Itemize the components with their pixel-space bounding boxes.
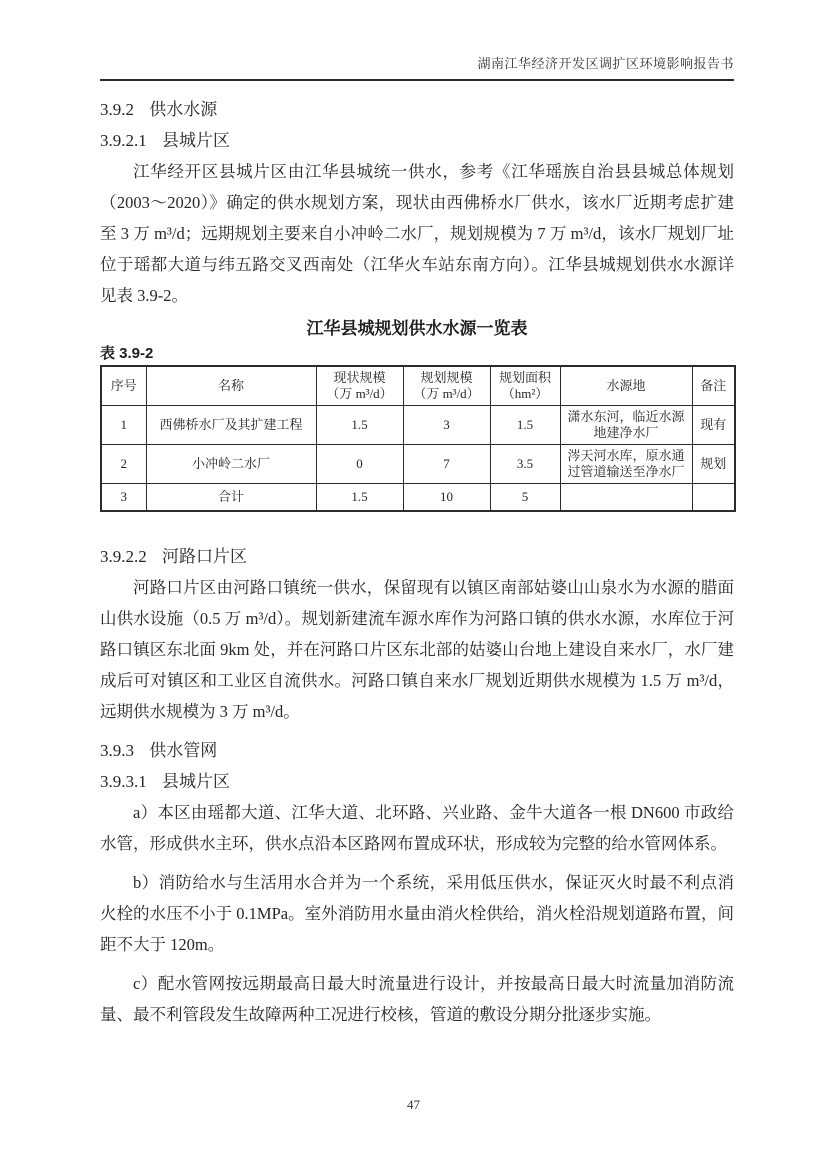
column-header-planned-area: 规划面积 （hm²）: [490, 366, 560, 406]
heading-title: 县城片区: [162, 131, 231, 150]
paragraph-heluokou-water-source: 河路口片区由河路口镇统一供水，保留现有以镇区南部姑婆山山泉水为水源的腊面山供水设施（0.5 万 m³/d）。规划新建流车源水库作为河路口镇的供水水源，水库位于河路口镇区东北面 9km 处，并在河路口片区东北部的姑婆山台地上建设自来水厂，水厂建成后可对镇区和工业区自流供水。河路口镇自来水厂规划近期供水规模为 1.5 万 m³/d，远期供水规模为 3 万 m³/d。: [100, 577, 734, 721]
table-row-xiaochongling: [101, 445, 735, 484]
table-cell: 10: [403, 484, 490, 511]
table-cell: 1.5: [490, 406, 560, 445]
table-cell: [560, 484, 692, 511]
table-cell: 3.5: [490, 445, 560, 484]
heading-title: 供水管网: [149, 740, 218, 760]
heading-number: 3.9.3.1: [100, 771, 147, 791]
table-cell: 合计: [146, 484, 316, 511]
table-cell: 5: [490, 484, 560, 511]
column-header-note: 备注: [692, 366, 735, 406]
table-cell: 西佛桥水厂及其扩建工程: [146, 406, 316, 445]
column-header-current-scale: 现状规模 （万 m³/d）: [316, 366, 403, 406]
table-caption: 江华县城规划供水水源一览表: [306, 319, 528, 338]
table-cell: 规划: [692, 445, 735, 484]
column-header-planned-scale: 规划规模 （万 m³/d）: [403, 366, 490, 406]
column-header-unit: （hm²）: [501, 386, 549, 401]
heading-3-9-3-1: [100, 766, 734, 797]
table-cell: 潇水东河，临近水源地建净水厂: [560, 406, 692, 445]
heading-number: 3.9.2.1: [100, 131, 147, 150]
table-header-row: [101, 366, 735, 406]
table-row-xifoqiao: [101, 406, 735, 445]
heading-title: 供水水源: [149, 100, 218, 119]
table-cell: 1.5: [316, 484, 403, 511]
table-cell: 3: [403, 406, 490, 445]
table-cell: 0: [316, 445, 403, 484]
page-footer: [0, 1097, 827, 1113]
table-cell: 2: [101, 445, 146, 484]
table-cell: 现有: [692, 406, 735, 445]
heading-title: 县城片区: [162, 771, 231, 791]
column-header-unit: （万 m³/d）: [326, 386, 393, 401]
water-source-table: [100, 365, 736, 512]
table-cell: 7: [403, 445, 490, 484]
running-header-title: 湖南江华经济开发区调扩区环境影响报告书: [477, 56, 734, 71]
heading-3-9-2: [100, 94, 734, 125]
column-header-water-source: 水源地: [560, 366, 692, 406]
heading-number: 3.9.2: [100, 100, 134, 119]
heading-number: 3.9.3: [100, 740, 134, 760]
heading-3-9-3: [100, 735, 734, 766]
table-cell: [692, 484, 735, 511]
column-header-unit: （万 m³/d）: [413, 386, 480, 401]
paragraph-pipe-network-c: c）配水管网按远期最高日最大时流量进行设计，并按最高日最大时流量加消防流量、最不利管段发生故障两种工况进行校核，管道的敷设分期分批逐步实施。: [100, 973, 734, 1024]
table-cell: 小冲岭二水厂: [146, 445, 316, 484]
table-row-total: [101, 484, 735, 511]
table-cell: 3: [101, 484, 146, 511]
column-header-seq: 序号: [101, 366, 146, 406]
paragraph-pipe-network-b: b）消防给水与生活用水合并为一个系统，采用低压供水，保证灭火时最不利点消火栓的水压不小于 0.1MPa。室外消防用水量由消火栓供给，消火栓沿规划道路布置，间距不大于 120m。: [100, 872, 734, 954]
column-header-name: 名称: [146, 366, 316, 406]
paragraph-pipe-network-a: a）本区由瑶都大道、江华大道、北环路、兴业路、金牛大道各一根 DN600 市政给水管，形成供水主环，供水点沿本区路网布置成环状，形成较为完整的给水管网体系。: [100, 802, 734, 853]
table-cell: 1.5: [316, 406, 403, 445]
table-cell: 涔天河水库，原水通过管道输送至净水厂: [560, 445, 692, 484]
heading-number: 3.9.2.2: [100, 546, 147, 566]
running-header: [100, 56, 734, 81]
heading-3-9-2-2: [100, 541, 734, 572]
heading-3-9-2-1: [100, 125, 734, 156]
table-label: 表 3.9-2: [100, 345, 154, 362]
heading-title: 河路口片区: [162, 546, 248, 566]
page-number: 47: [407, 1097, 420, 1112]
paragraph-county-water-source: 江华经开区县城片区由江华县城统一供水，参考《江华瑶族自治县县城总体规划（2003～2020）》确定的供水规划方案，现状由西佛桥水厂供水，该水厂近期考虑扩建至 3 万 m³/d；远期规划主要来自小冲岭二水厂，规划规模为 7 万 m³/d，该水厂规划厂址位于瑶都大道与纬五路交叉西南处（江华火车站东南方向）。江华县城规划供水水源详见表 3.9-2。: [100, 162, 734, 305]
document-body: [100, 94, 734, 1030]
table-cell: 1: [101, 406, 146, 445]
